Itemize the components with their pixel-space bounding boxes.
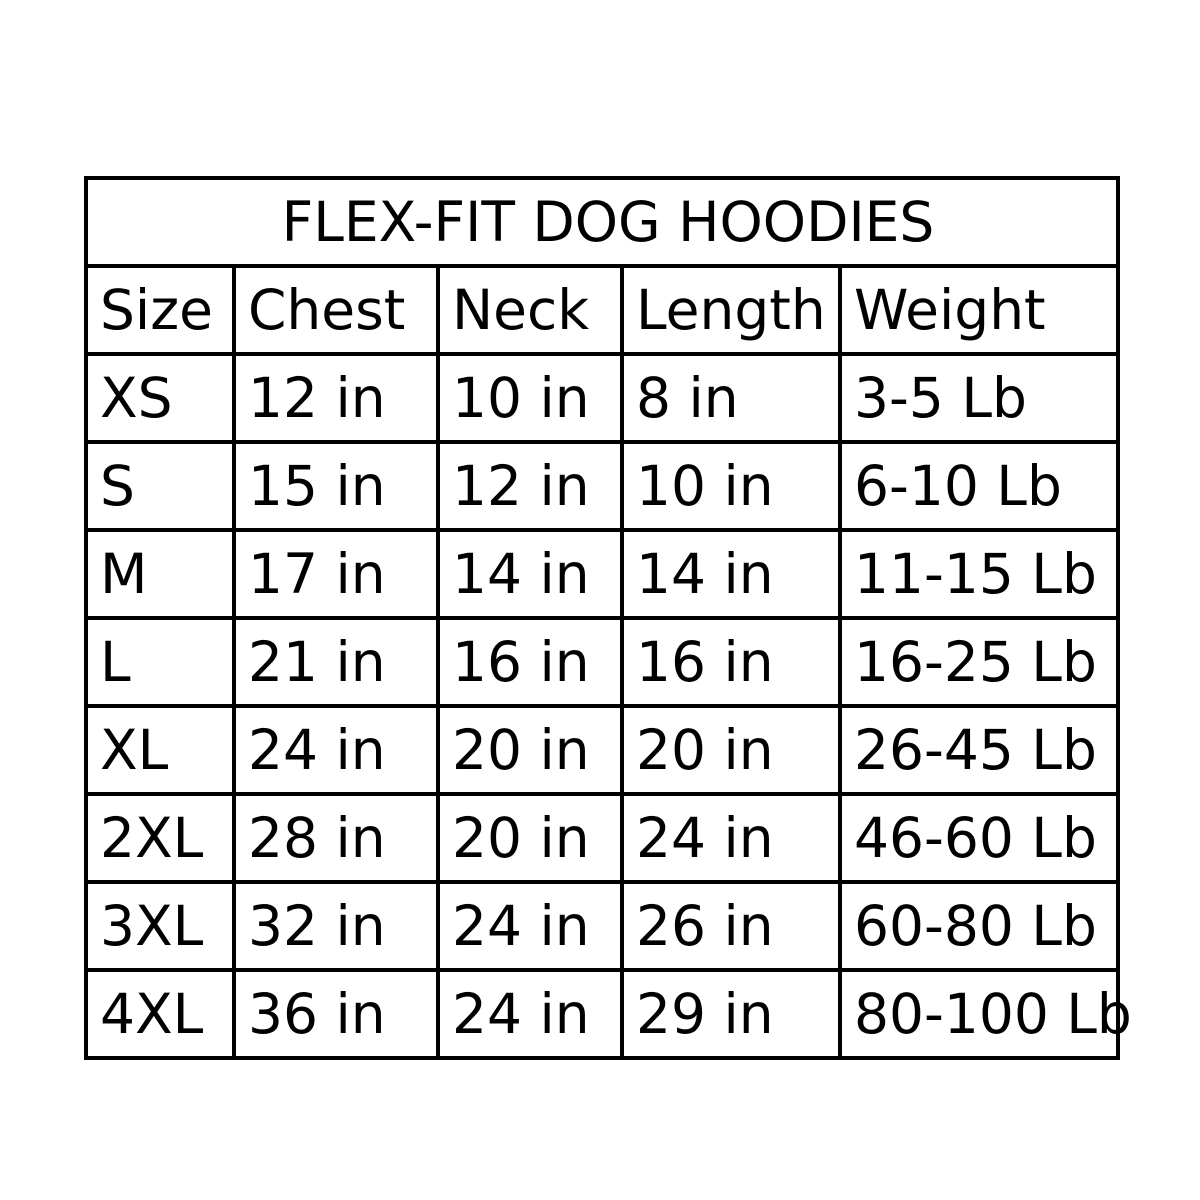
cell-weight: 80-100 Lb [840, 970, 1118, 1058]
cell-length: 20 in [622, 706, 840, 794]
cell-length: 8 in [622, 354, 840, 442]
table-title-row [86, 178, 1118, 266]
cell-neck: 16 in [438, 618, 622, 706]
column-header-size: Size [86, 266, 234, 354]
cell-size: 2XL [86, 794, 234, 882]
cell-chest: 28 in [234, 794, 438, 882]
cell-chest: 12 in [234, 354, 438, 442]
cell-size: XL [86, 706, 234, 794]
table-header-row [86, 266, 1118, 354]
cell-weight: 16-25 Lb [840, 618, 1118, 706]
cell-size: M [86, 530, 234, 618]
cell-weight: 3-5 Lb [840, 354, 1118, 442]
cell-size: 3XL [86, 882, 234, 970]
cell-chest: 21 in [234, 618, 438, 706]
cell-length: 16 in [622, 618, 840, 706]
cell-weight: 11-15 Lb [840, 530, 1118, 618]
cell-chest: 24 in [234, 706, 438, 794]
page-title: FLEX-FIT DOG HOODIES [86, 178, 1118, 266]
table-row [86, 618, 1118, 706]
table-row [86, 794, 1118, 882]
cell-neck: 10 in [438, 354, 622, 442]
cell-chest: 36 in [234, 970, 438, 1058]
size-chart-table [84, 176, 1132, 1060]
table-row [86, 882, 1118, 970]
cell-size: L [86, 618, 234, 706]
column-header-chest: Chest [234, 266, 438, 354]
cell-weight: 60-80 Lb [840, 882, 1118, 970]
cell-length: 24 in [622, 794, 840, 882]
cell-size: 4XL [86, 970, 234, 1058]
cell-neck: 20 in [438, 794, 622, 882]
cell-neck: 12 in [438, 442, 622, 530]
table-row [86, 442, 1118, 530]
table-row [86, 970, 1118, 1058]
cell-chest: 17 in [234, 530, 438, 618]
cell-length: 26 in [622, 882, 840, 970]
table-row [86, 706, 1118, 794]
column-header-neck: Neck [438, 266, 622, 354]
table-row [86, 530, 1118, 618]
cell-neck: 14 in [438, 530, 622, 618]
table-row [86, 354, 1118, 442]
cell-chest: 32 in [234, 882, 438, 970]
cell-weight: 46-60 Lb [840, 794, 1118, 882]
cell-weight: 6-10 Lb [840, 442, 1118, 530]
size-chart-container [84, 176, 1132, 1060]
column-header-length: Length [622, 266, 840, 354]
cell-length: 10 in [622, 442, 840, 530]
cell-weight: 26-45 Lb [840, 706, 1118, 794]
column-header-weight: Weight [840, 266, 1118, 354]
cell-length: 29 in [622, 970, 840, 1058]
cell-size: XS [86, 354, 234, 442]
cell-chest: 15 in [234, 442, 438, 530]
cell-neck: 24 in [438, 970, 622, 1058]
cell-length: 14 in [622, 530, 840, 618]
cell-size: S [86, 442, 234, 530]
cell-neck: 24 in [438, 882, 622, 970]
cell-neck: 20 in [438, 706, 622, 794]
